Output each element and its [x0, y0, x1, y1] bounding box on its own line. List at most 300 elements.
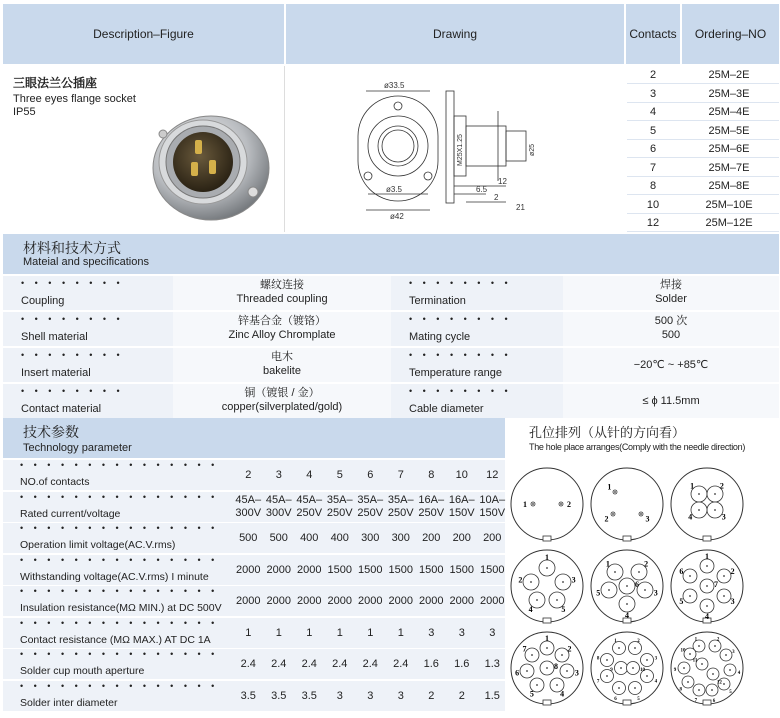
- divider: [284, 66, 285, 232]
- tech-header: [3, 418, 505, 458]
- pin-number: 6: [635, 580, 639, 589]
- spec-value: −20℃ ~ +85℃: [633, 359, 709, 371]
- technical-drawing: [346, 76, 576, 226]
- contacts-count: 12: [646, 217, 660, 229]
- tech-value: 2000: [449, 595, 474, 607]
- dot-leader: • • • • • • • •: [21, 278, 124, 288]
- pin-number: 7: [694, 698, 698, 704]
- material-row: [3, 276, 779, 310]
- contacts-count: 5: [649, 124, 657, 137]
- tech-label: Contact resistance (MΩ MAX.) AT DC 1A: [20, 633, 211, 646]
- tech-value: 5: [336, 469, 343, 481]
- tech-value: 200: [452, 532, 471, 544]
- pin-number: 1: [694, 637, 698, 643]
- ordering-row: [627, 196, 779, 214]
- ordering-number: 25M–6E: [708, 143, 750, 155]
- material-value-cell: [173, 312, 391, 346]
- dot-leader: • • • • • • • •: [21, 314, 124, 324]
- dim-2: 2: [494, 193, 499, 202]
- hole-diagram: [671, 632, 743, 705]
- ordering-row: [627, 177, 779, 195]
- pin-center: [614, 571, 616, 573]
- pin-center: [530, 581, 532, 583]
- pin-center: [556, 599, 558, 601]
- tech-value: 45A– 250V: [296, 494, 323, 519]
- material-value-en: Threaded coupling: [236, 293, 328, 305]
- pin-center: [725, 654, 727, 656]
- tech-value: 1500: [449, 563, 474, 576]
- contacts-count: 3: [649, 87, 657, 100]
- tech-value: 2.4: [393, 658, 409, 670]
- tech-value: 300: [391, 532, 410, 544]
- tech-value: 1.6: [454, 658, 470, 670]
- tech-value: 3.5: [240, 689, 256, 702]
- tech-value: 12: [486, 469, 499, 481]
- pin-number: 2: [637, 639, 640, 645]
- tech-value: 2000: [266, 595, 291, 607]
- pin-number: 3: [571, 575, 576, 585]
- pin-number: 2: [518, 575, 523, 585]
- pin-number: 1: [705, 552, 709, 561]
- tech-row: [3, 555, 505, 586]
- ordering-number: 25M–12E: [705, 217, 753, 229]
- tech-value: 2000: [419, 595, 444, 607]
- ordering-row: [627, 122, 779, 140]
- pin-center: [698, 645, 700, 647]
- dot-leader: • • • • • • • •: [409, 350, 512, 360]
- pin-center: [706, 565, 708, 567]
- material-row: [3, 312, 779, 346]
- pin-center: [566, 670, 568, 672]
- pin-center: [698, 509, 700, 511]
- material-value-cell: [173, 384, 391, 418]
- tech-row: [3, 523, 505, 554]
- dot-leader: • • • • • • • •: [409, 278, 512, 288]
- dim-65: 6.5: [476, 185, 488, 194]
- ordering-row: [627, 159, 779, 177]
- pin-number: 8: [596, 656, 600, 662]
- spec-value-en: Solder: [655, 293, 687, 305]
- tech-label: NO.of contacts: [20, 476, 90, 488]
- ordering-number: 25M–5E: [708, 124, 750, 137]
- header-drawing: Drawing: [286, 4, 624, 64]
- spec-value-zh: 500 次: [654, 315, 688, 327]
- material-label: Insert material: [21, 367, 91, 379]
- pin-center: [687, 681, 689, 683]
- pin-center: [606, 675, 608, 677]
- header-ordering: Ordering–NO: [682, 4, 779, 64]
- pin-center: [723, 683, 725, 685]
- pin-number: 5: [561, 604, 566, 614]
- tech-value: 2000: [297, 563, 322, 576]
- tech-value: 3.5: [301, 689, 317, 702]
- dot-leader: • • • • • • • •: [21, 386, 124, 396]
- pin-center: [556, 684, 558, 686]
- tech-value: 2000: [480, 595, 505, 607]
- dot-leader: • • • • • • • • • • • • • • •: [20, 491, 219, 502]
- dot-leader: • • • • • • • • • • • • • • •: [20, 680, 219, 691]
- pin-center: [646, 659, 648, 661]
- pin-center: [606, 659, 608, 661]
- pin-center: [706, 585, 708, 587]
- ordering-row: [627, 85, 779, 103]
- spec-label-cell: [393, 384, 561, 418]
- dim-thread: M25X1.25: [457, 134, 464, 166]
- spec-value: ≤ ϕ 11.5mm: [642, 395, 700, 407]
- tech-value: 400: [300, 532, 319, 544]
- pin-number: 6: [614, 696, 617, 702]
- tech-value: 7: [397, 469, 404, 481]
- tech-row: [3, 492, 505, 523]
- pin-center: [723, 575, 725, 577]
- pin-number: 3: [654, 656, 658, 662]
- header-description: Description–Figure: [3, 4, 284, 64]
- pin-center: [683, 667, 685, 669]
- pin-center: [723, 595, 725, 597]
- product-title-zh: 三眼法兰公插座: [13, 76, 98, 90]
- spec-value-en: 500: [661, 329, 681, 341]
- pin-center: [546, 667, 548, 669]
- pin-number: 1: [614, 639, 617, 645]
- pin-number: 12: [716, 680, 722, 686]
- material-value-en: Zinc Alloy Chromplate: [228, 329, 336, 341]
- material-value-zh: 铜（镀银 / 金）: [244, 387, 320, 399]
- pin-center: [640, 513, 642, 515]
- tech-value: 6: [367, 469, 374, 481]
- product-rating: IP55: [13, 106, 36, 118]
- tech-value: 2000: [358, 595, 383, 607]
- pin-number: 2: [567, 644, 572, 654]
- tech-value: 2000: [388, 595, 413, 607]
- pin-number: 7: [596, 679, 600, 685]
- materials-header: [3, 234, 779, 274]
- tech-value: 35A– 250V: [326, 494, 353, 519]
- tech-label: Solder inter diameter: [20, 696, 118, 709]
- pin-number: 1: [605, 559, 610, 569]
- pin-number: 2: [644, 559, 649, 569]
- ordering-row: [627, 103, 779, 121]
- tech-value: 1: [397, 626, 404, 639]
- pin-number: 2: [604, 514, 609, 524]
- tech-row: [3, 586, 505, 617]
- tech-value: 8: [428, 469, 435, 481]
- material-label-cell: [3, 312, 171, 346]
- tech-value: 45A– 300V: [265, 494, 292, 519]
- key-notch: [703, 700, 711, 705]
- pin-number: 2: [730, 566, 735, 576]
- spec-value-zh: 焊接: [660, 279, 682, 291]
- tech-row: [3, 649, 505, 680]
- tech-value: 2000: [236, 595, 261, 607]
- pin-number: 5: [637, 696, 640, 702]
- tech-value: 1.3: [484, 658, 500, 670]
- spec-label: Cable diameter: [409, 403, 484, 415]
- pin-number: 4: [654, 679, 658, 685]
- ordering-number: 25M–10E: [705, 198, 753, 211]
- material-value-zh: 电木: [271, 351, 293, 363]
- tech-value: 35A– 250V: [387, 494, 414, 519]
- pin-number: 10: [680, 648, 686, 654]
- tech-value: 1500: [358, 563, 383, 576]
- pin-center: [638, 571, 640, 573]
- tech-value: 400: [330, 532, 349, 544]
- pin-number: 3: [721, 512, 726, 522]
- tech-value: 300: [361, 532, 380, 544]
- tech-value: 3: [367, 689, 374, 702]
- holes-header: [507, 418, 779, 458]
- pin-center: [561, 654, 563, 656]
- tech-row: [3, 681, 505, 712]
- key-notch: [543, 700, 551, 705]
- pin-center: [562, 581, 564, 583]
- pin-center: [546, 567, 548, 569]
- contacts-count: 2: [649, 69, 657, 81]
- tech-value: 45A– 300V: [235, 494, 262, 519]
- tech-value: 2000: [327, 595, 352, 607]
- tech-value: 2: [245, 469, 252, 481]
- pin-number: 2: [716, 637, 720, 643]
- tech-value: 1.6: [423, 658, 439, 670]
- dim-21: 21: [516, 203, 525, 212]
- tech-value: 3: [275, 469, 282, 481]
- pin-center: [714, 493, 716, 495]
- pin-center: [698, 493, 700, 495]
- pin-number: 5: [729, 690, 732, 696]
- ordering-number: 25M–3E: [708, 87, 750, 100]
- pin-number: 3: [645, 514, 650, 524]
- pin-center: [526, 670, 528, 672]
- pin-number: 8: [679, 687, 683, 693]
- pin-center: [644, 589, 646, 591]
- contacts-count: 7: [649, 161, 657, 174]
- tech-value: 16A– 250V: [418, 494, 445, 519]
- ordering-number: 25M–4E: [708, 106, 750, 118]
- ordering-row: [627, 214, 779, 232]
- pin-number: 3: [574, 668, 579, 678]
- tech-value: 1: [306, 626, 313, 639]
- pin-number: 4: [705, 612, 709, 621]
- connector-outline: [591, 468, 663, 540]
- pin-center: [706, 605, 708, 607]
- pin-number: 3: [732, 649, 735, 655]
- key-notch: [703, 536, 711, 541]
- pin-center: [711, 689, 713, 691]
- materials-title-zh: 材料和技术方式: [23, 240, 121, 256]
- pin-number: 6: [515, 668, 520, 678]
- tech-value: 3: [489, 626, 496, 639]
- contacts-count: 4: [649, 106, 657, 118]
- dot-leader: • • • • • • • • • • • • • • •: [20, 649, 219, 659]
- pin-center: [536, 684, 538, 686]
- tech-value: 2.4: [362, 658, 378, 670]
- spec-label: Mating cycle: [409, 331, 471, 343]
- pin-number: 4: [560, 689, 565, 699]
- hole-diagram: [591, 550, 663, 623]
- pin-center: [531, 654, 533, 656]
- material-row: [3, 348, 779, 382]
- material-label: Coupling: [21, 295, 65, 307]
- hole-diagram: [591, 468, 663, 541]
- pin-number: 6: [712, 698, 716, 704]
- spec-label-cell: [393, 276, 561, 310]
- pin-number: 7: [522, 644, 527, 654]
- holes-title-zh: 孔位排列（从针的方向看）: [529, 425, 686, 440]
- connector-outline: [671, 468, 743, 540]
- pin-number: 1: [523, 500, 527, 509]
- pin-number: 1: [607, 482, 612, 492]
- pin-center: [701, 663, 703, 665]
- spec-label-cell: [393, 312, 561, 346]
- dim-12: 12: [498, 177, 507, 186]
- tech-value: 200: [422, 532, 441, 544]
- dot-leader: • • • • • • • •: [409, 386, 512, 396]
- pin-number: 3: [730, 597, 735, 607]
- connector-outline: [511, 468, 583, 540]
- material-value-en: copper(silverplated/gold): [221, 401, 343, 413]
- tech-value: 2000: [236, 563, 261, 576]
- pin-number: 5: [529, 689, 534, 699]
- dim-33: ø33.5: [384, 81, 405, 90]
- tech-value: 2000: [297, 595, 322, 607]
- material-label: Contact material: [21, 403, 102, 415]
- tech-value: 1500: [419, 563, 444, 576]
- pin-number: 6: [679, 566, 684, 576]
- tech-value: 2.4: [301, 658, 317, 670]
- tech-value: 1: [336, 626, 343, 639]
- material-value-zh: 锌基合金（镀铬）: [238, 315, 326, 327]
- product-title-en: Three eyes flange socket: [13, 93, 136, 105]
- pin-center: [634, 687, 636, 689]
- tech-label: Insulation resistance(MΩ MIN.) at DC 500V: [20, 602, 222, 614]
- dot-leader: • • • • • • • • • • • • • • •: [20, 554, 219, 565]
- pin-center: [536, 599, 538, 601]
- spec-value-cell: [563, 348, 779, 382]
- pin-center: [712, 673, 714, 675]
- pin-number: 9: [673, 668, 677, 673]
- pin-center: [560, 503, 562, 505]
- pin-center: [618, 647, 620, 649]
- dim-phi25: ø25: [529, 143, 536, 156]
- tech-value: 16A– 150V: [448, 494, 475, 519]
- tech-value: 2.4: [240, 658, 256, 670]
- ordering-row: [627, 140, 779, 158]
- tech-title-en: Technology parameter: [23, 442, 132, 454]
- hole-diagram: [591, 632, 663, 705]
- contacts-count: 10: [646, 198, 660, 211]
- material-label-cell: [3, 384, 171, 418]
- spec-value-cell: [563, 384, 779, 418]
- dim-35: ø3.5: [386, 185, 403, 194]
- tech-value: 1500: [480, 563, 505, 576]
- pin-center: [698, 689, 700, 691]
- tech-value: 2000: [266, 563, 291, 576]
- pin-number: 4: [528, 604, 533, 614]
- pin-number: 1: [545, 634, 549, 643]
- material-value-cell: [173, 348, 391, 382]
- product-subtitle: [13, 93, 136, 119]
- pin-center: [608, 589, 610, 591]
- material-label-cell: [3, 276, 171, 310]
- tech-label: Rated current/voltage: [20, 507, 121, 520]
- pin-center: [620, 667, 622, 669]
- material-row: [3, 384, 779, 418]
- pin-number: 3: [653, 588, 658, 598]
- tech-label: Withstanding voltage(AC.V.rms) I minute: [20, 570, 209, 583]
- pin-number: 2: [567, 500, 571, 509]
- material-value-cell: [173, 276, 391, 310]
- pin-number: 5: [679, 597, 684, 607]
- pin-number: 9: [610, 668, 613, 673]
- contacts-count: 6: [649, 143, 657, 155]
- ordering-row: [627, 66, 779, 84]
- pin-center: [714, 509, 716, 511]
- pin-center: [634, 647, 636, 649]
- hole-diagram: [511, 632, 583, 705]
- tech-value: 3.5: [271, 689, 287, 702]
- pin-center: [689, 575, 691, 577]
- product-photo: [143, 104, 273, 224]
- pin-center: [626, 585, 628, 587]
- tech-value: 2: [458, 689, 465, 702]
- dot-leader: • • • • • • • • • • • • • • •: [20, 523, 219, 533]
- pin-center: [626, 603, 628, 605]
- pin-center: [614, 491, 616, 493]
- tech-value: 1: [367, 626, 374, 639]
- spec-label-cell: [393, 348, 561, 382]
- spec-value-cell: [563, 276, 779, 310]
- tech-value: 1: [275, 626, 282, 639]
- tech-value: 200: [483, 532, 502, 544]
- tech-value: 10A– 150V: [479, 494, 506, 519]
- pin-center: [632, 667, 634, 669]
- tech-title-zh: 技术参数: [23, 424, 79, 440]
- material-value-zh: 螺纹连接: [260, 279, 304, 291]
- tech-value: 3: [336, 689, 343, 702]
- tech-value: 2.4: [271, 658, 287, 670]
- material-label: Shell material: [21, 331, 88, 343]
- dim-42: ø42: [390, 212, 404, 221]
- tech-label: Operation limit voltage(AC.V.rms): [20, 539, 176, 551]
- tech-value: 2.4: [332, 658, 348, 670]
- pin-center: [689, 653, 691, 655]
- pin-center: [689, 595, 691, 597]
- pin-center: [612, 513, 614, 515]
- pin-center: [618, 687, 620, 689]
- tech-value: 500: [269, 532, 288, 544]
- hole-diagram: [511, 468, 583, 541]
- tech-row: [3, 618, 505, 649]
- pin-number: 11: [692, 658, 698, 664]
- tech-value: 10: [455, 469, 468, 481]
- product-panel: [3, 66, 626, 232]
- tech-label: Solder cup mouth aperture: [20, 665, 145, 677]
- dot-leader: • • • • • • • •: [21, 350, 124, 360]
- tech-value: 1.5: [484, 689, 500, 702]
- pin-center: [729, 669, 731, 671]
- pin-number: 8: [554, 662, 558, 671]
- tech-value: 3: [428, 626, 435, 639]
- dot-leader: • • • • • • • •: [409, 314, 512, 324]
- tech-value: 3: [397, 689, 404, 702]
- pin-number: 4: [688, 512, 693, 522]
- dot-leader: • • • • • • • • • • • • • • •: [20, 617, 219, 628]
- material-label-cell: [3, 348, 171, 382]
- header-contacts: Contacts: [626, 4, 680, 64]
- ordering-number: 25M–7E: [708, 161, 750, 174]
- tech-value: 1500: [388, 563, 413, 576]
- spec-label: Termination: [409, 295, 466, 307]
- pin-number: 4: [737, 670, 741, 676]
